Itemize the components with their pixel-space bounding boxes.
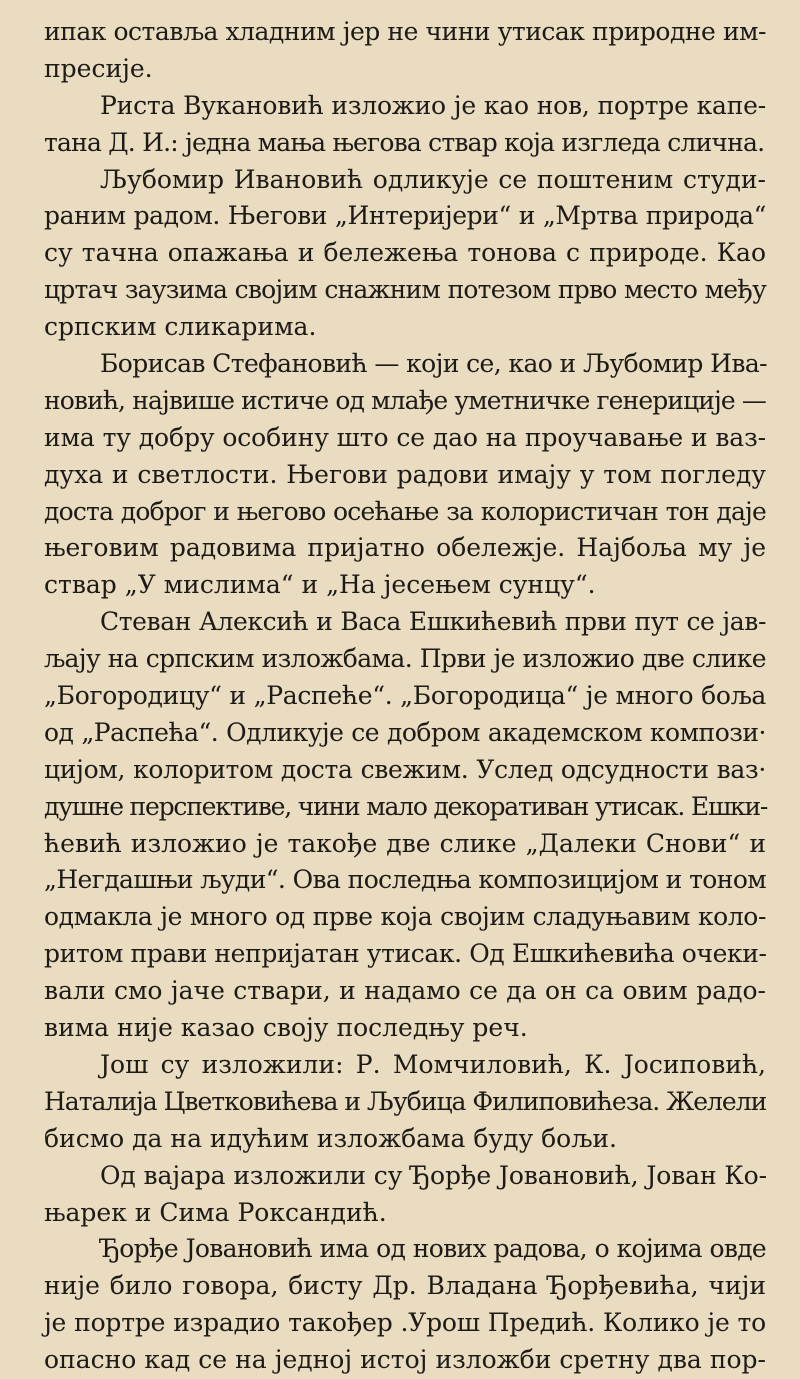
text-line: Борисав Стефановић — који се, као и Љубомир Ива- [100,349,767,379]
text-line: пресије. [44,53,153,83]
text-line: ствар „У мислима“ и „На јесењем сунцу“. [44,570,596,600]
text-line: Наталија Цветковићева и Љубица Филиповићеза. Желели [44,1086,767,1116]
text-line: бисмо да на идућим изложбама буду бољи. [44,1123,617,1153]
text-line: раним радом. Његови „Интеријери“ и „Мртва природа“ [44,201,766,231]
text-line: је портре израдио такођер .Урош Предић. Колико је то [44,1308,766,1338]
text-line: „Негдашњи људи“. Ова последња композицијом и тоном [44,865,767,895]
text-line: није било говора, бисту Др. Владана Ђорђевића, чији [44,1271,766,1301]
text-line: Још су изложили: Р. Момчиловић, К. Јосиповић, [100,1049,766,1079]
text-line: духа и светлости. Његови радови имају у том погледу [44,459,766,489]
text-line: „Богородицу“ и „Распеће“. „Богородица“ је много боља [44,681,766,711]
text-line: Ђорђе Јовановић има од нових радова, о којима овде [100,1234,766,1264]
text-line: цијом, колоритом доста свежим. Услед одсудности ваз· [44,754,766,784]
text-line: љају на српским изложбама. Први је изложио две слике [44,644,766,674]
text-line: има ту добру особину што се дао на проучавање и ваз- [44,422,766,452]
text-line: тана Д. И.: једна мања његова ствар која изгледа слична. [44,127,765,157]
text-line: српским сликарима. [44,312,317,342]
text-line: њарек и Сима Роксандић. [44,1197,387,1227]
text-line: његовим радовима пријатно обележје. Најбоља му је [44,533,766,563]
text-line: ипак оставља хладним јер не чини утисак природне им- [44,17,766,46]
text-line: новић, највише истиче од млађе уметничке генерицијe — [44,385,766,415]
body-text [44,14,766,1379]
text-line: Риста Вукановић изложио је као нов, портре капе- [100,90,766,120]
text-line: Љубомир Ивановић одликује се поштеним студи- [100,164,766,194]
text-line: цртач заузима својим снажним потезом прво место међу [44,275,766,305]
text-line: вали смо јаче ствари, и надамо се да он са овим радо- [44,976,766,1006]
text-line: од „Распећа“. Одликује се добром академском компози· [44,717,766,747]
text-line: ћевић изложио је такође две слике „Далеки Снови“ и [44,828,766,858]
text-line: вима није казао своју последњу реч. [44,1013,528,1043]
text-line: ритом прави непријатан утисак. Од Ешкићевића очеки- [44,939,767,969]
text-line: доста доброг и његово осећање за колористичан тон даје [44,496,766,526]
text-line: душне перспективе, чини мало декоративан утисак. Ешки- [44,791,768,821]
text-line: Стеван Алексић и Васа Ешкићевић први пут се јав- [100,607,766,637]
text-line: опасно кад се на једној истој изложби сретну два пор- [44,1345,766,1375]
text-line: су тачна опажања и бележења тонова с природе. Као [44,238,766,268]
text-line: одмакла је много од прве која својим сладуњавим коло- [44,902,766,932]
text-line: Од вајара изложили су Ђорђе Јовановић, Јован Ко- [100,1160,767,1190]
